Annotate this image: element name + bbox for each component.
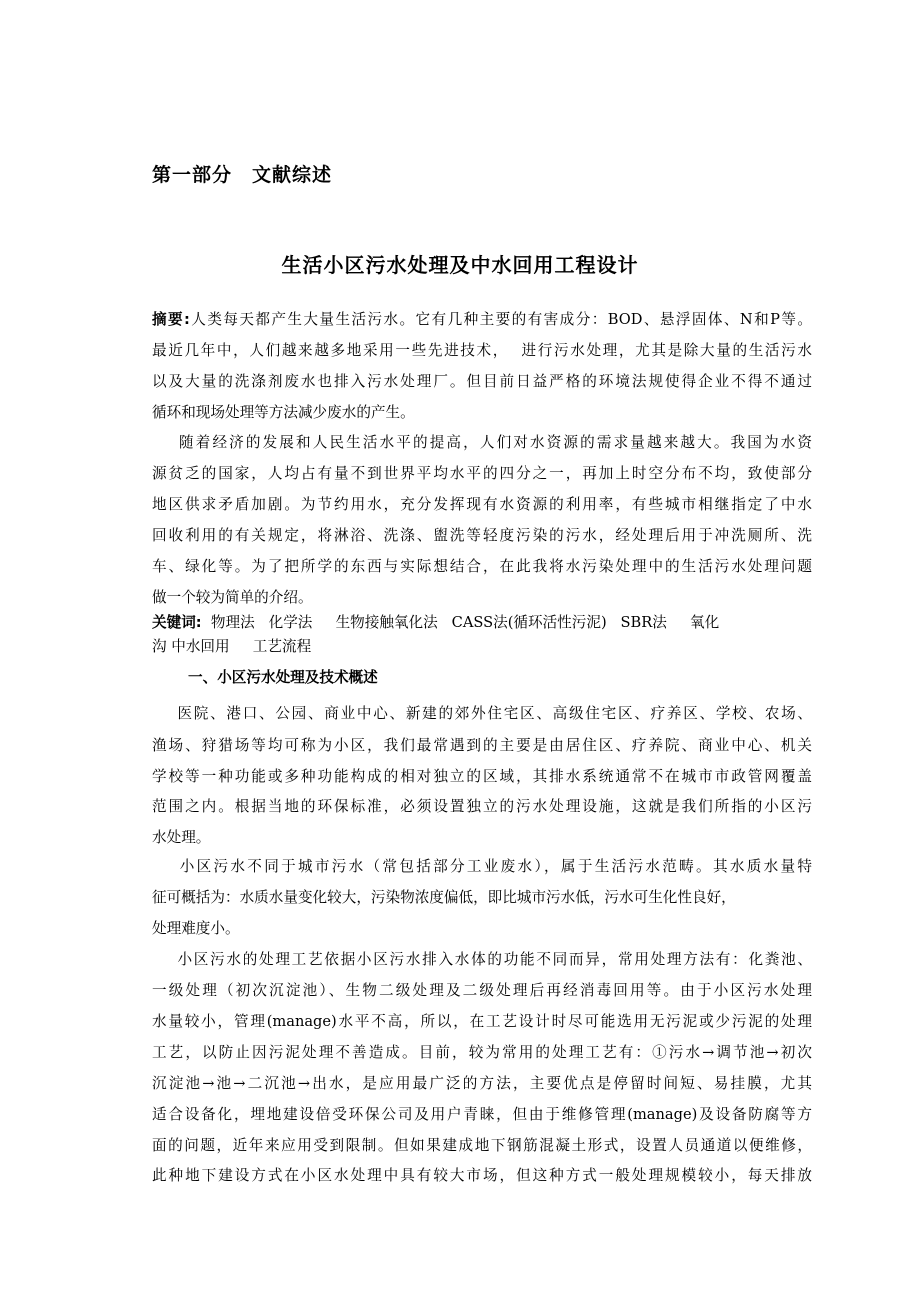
section1-p1-line-5: 水处理。 [152, 829, 211, 846]
abstract-line-4: 循环和现场处理等方法减少废水的产生。 [152, 404, 415, 421]
section1-p3-line-8: 此种地下建设方式在小区水处理中具有较大市场，但这种方式一般处理规模较小，每天排放 [152, 1167, 812, 1184]
section1-p3-line-2: 一级处理（初次沉淀池）、生物二级处理及二级处理后再经消毒回用等。由于小区污水处理 [152, 982, 812, 999]
abstract-label: 摘要: [152, 311, 190, 328]
abstract-p2-line-1: 随着经济的发展和人民生活水平的提高，人们对水资源的需求量越来越大。我国为水资 [152, 434, 812, 451]
abstract-p2-line-4: 回收利用的有关规定，将淋浴、洗涤、盥洗等轻度污染的污水，经处理后用于冲洗厕所、洗 [152, 527, 812, 544]
section1-p1-line-1: 医院、港口、公园、商业中心、新建的郊外住宅区、高级住宅区、疗养区、学校、农场、 [152, 705, 812, 722]
section1-p1-line-4: 范围之内。根据当地的环保标准，必须设置独立的污水处理设施，这就是我们所指的小区污 [152, 798, 812, 815]
section1-p3-line-1: 小区污水的处理工艺依据小区污水排入水体的功能不同而异，常用处理方法有：化粪池、 [152, 951, 812, 968]
section1-p3-line-4: 工艺，以防止因污泥处理不善造成。目前，较为常用的处理工艺有：①污水→调节池→初次 [152, 1044, 812, 1061]
abstract-line-1: 摘要:人类每天都产生大量生活污水。它有几种主要的有害成分：BOD、悬浮固体、N和P等。 [152, 311, 812, 328]
section1-p1-line-3: 学校等一种功能或多种功能构成的相对独立的区域，其排水系统通常不在城市市政管网覆盖 [152, 768, 812, 785]
part-title: 第一部分 文献综述 [152, 164, 333, 186]
section-heading: 一、小区污水处理及技术概述 [188, 669, 378, 686]
abstract-line-3: 以及大量的洗涤剂废水也排入污水处理厂。但目前日益严格的环境法规使得企业不得不通过 [152, 373, 812, 390]
abstract-p2-line-3: 地区供求矛盾加剧。为节约用水，充分发挥现有水资源的利用率，有些城市相继指定了中水 [152, 496, 812, 513]
document-title: 生活小区污水处理及中水回用工程设计 [281, 253, 639, 277]
section1-p3-line-5: 沉淀池→池→二沉池→出水，是应用最广泛的方法，主要优点是停留时间短、易挂膜，尤其 [152, 1075, 812, 1092]
section1-p2-line-2: 征可概括为：水质水量变化较大，污染物浓度偏低，即比城市污水低，污水可生化性良好， [152, 889, 736, 906]
section1-p2-line-3: 处理难度小。 [152, 920, 240, 937]
section1-p3-line-7: 面的问题，近年来应用受到限制。但如果建成地下钢筋混凝土形式，设置人员通道以便维修， [152, 1137, 812, 1154]
abstract-p2-line-2: 源贫乏的国家，人均占有量不到世界平均水平的四分之一，再加上时空分布不均，致使部分 [152, 465, 812, 482]
keywords-line-2: 沟 中水回用 工艺流程 [152, 638, 312, 655]
abstract-line-2: 最近几年中，人们越来越多地采用一些先进技术， 进行污水处理，尤其是除大量的生活污水 [152, 342, 812, 359]
abstract-p2-line-5: 车、绿化等。为了把所学的东西与实际想结合，在此我将水污染处理中的生活污水处理问题 [152, 558, 812, 575]
abstract-p2-line-6: 做一个较为简单的介绍。 [152, 589, 313, 606]
section1-p1-line-2: 渔场、狩猎场等均可称为小区，我们最常遇到的主要是由居住区、疗养院、商业中心、机关 [152, 737, 812, 754]
keywords-label: 关键词: [152, 614, 202, 631]
section1-p3-line-3: 水量较小，管理(manage)水平不高，所以，在工艺设计时尽可能选用无污泥或少污泥的处理 [152, 1013, 812, 1030]
section1-p2-line-1: 小区污水不同于城市污水（常包括部分工业废水），属于生活污水范畴。其水质水量特 [152, 858, 812, 875]
keywords-line-1: 关键词: 物理法 化学法 生物接触氧化法 CASS法(循环活性污泥) SBR法 氧化 [152, 614, 720, 631]
section1-p3-line-6: 适合设备化，埋地建设倍受环保公司及用户青睐，但由于维修管理(manage)及设备防腐等方 [152, 1106, 812, 1123]
